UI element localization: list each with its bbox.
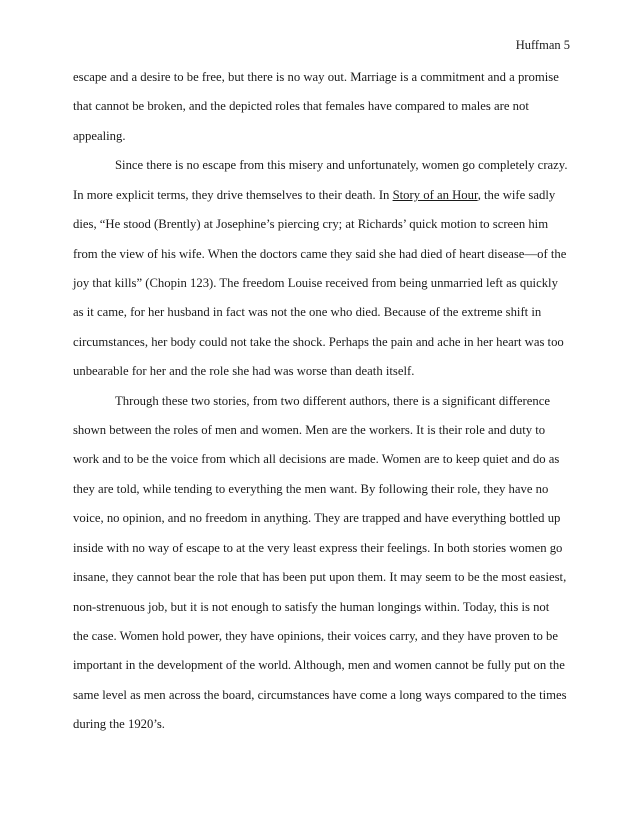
text-line: during the 1920’s. bbox=[73, 717, 165, 732]
text-segment: In more explicit terms, they drive themselves to their death. In bbox=[73, 187, 393, 202]
text-segment: , the wife sadly bbox=[477, 187, 556, 202]
text-line: dies, “He stood (Brently) at Josephine’s piercing cry; at Richards’ quick motion to screen him bbox=[73, 217, 549, 232]
text-line: from the view of his wife. When the doctors came they said she had died of heart disease—of the bbox=[73, 246, 567, 261]
text-line: same level as men across the board, circumstances have come a long ways compared to the times bbox=[73, 687, 567, 702]
text-line: work and to be the voice from which all decisions are made. Women are to keep quiet and do as bbox=[73, 452, 560, 467]
text-line: as it came, for her husband in fact was not the one who died. Because of the extreme shift in bbox=[73, 305, 542, 320]
text-line: insane, they cannot bear the role that has been put upon them. It may seem to be the most easiest, bbox=[73, 570, 567, 585]
text-line: non-strenuous job, but it is not enough to satisfy the human longings within. Today, this is not bbox=[73, 599, 550, 614]
paragraph-first-line: Since there is no escape from this misery and unfortunately, women go completely crazy. bbox=[115, 158, 568, 173]
text-line: circumstances, her body could not take the shock. Perhaps the pain and ache in her heart was too bbox=[73, 334, 564, 349]
text-line: unbearable for her and the role she had was worse than death itself. bbox=[73, 364, 415, 379]
text-line: shown between the roles of men and women. Men are the workers. It is their role and duty to bbox=[73, 423, 546, 438]
text-line: joy that kills” (Chopin 123). The freedom Louise received from being unmarried left as quickly bbox=[73, 275, 558, 290]
story-title: Story of an Hour bbox=[392, 187, 478, 202]
paragraph-first-line: Through these two stories, from two different authors, there is a significant difference bbox=[115, 393, 551, 408]
text-line: important in the development of the world. Although, men and women cannot be fully put on the bbox=[73, 658, 565, 673]
text-line: they are told, while tending to everything the men want. By following their role, they have no bbox=[73, 481, 549, 496]
text-line: escape and a desire to be free, but there is no way out. Marriage is a commitment and a promise bbox=[73, 70, 559, 84]
text-line: voice, no opinion, and no freedom in anything. They are trapped and have everything bottled up bbox=[73, 511, 561, 526]
text-line: appealing. bbox=[73, 128, 126, 143]
text-line: inside with no way of escape to at the very least express their feelings. In both stories women go bbox=[73, 540, 563, 555]
running-head: Huffman 5 bbox=[515, 38, 570, 52]
essay-body bbox=[73, 69, 570, 746]
text-line: the case. Women hold power, they have opinions, their voices carry, and they have proven to be bbox=[73, 629, 559, 644]
text-line-with-title bbox=[73, 187, 570, 216]
text-line: that cannot be broken, and the depicted roles that females have compared to males are not bbox=[73, 99, 529, 114]
